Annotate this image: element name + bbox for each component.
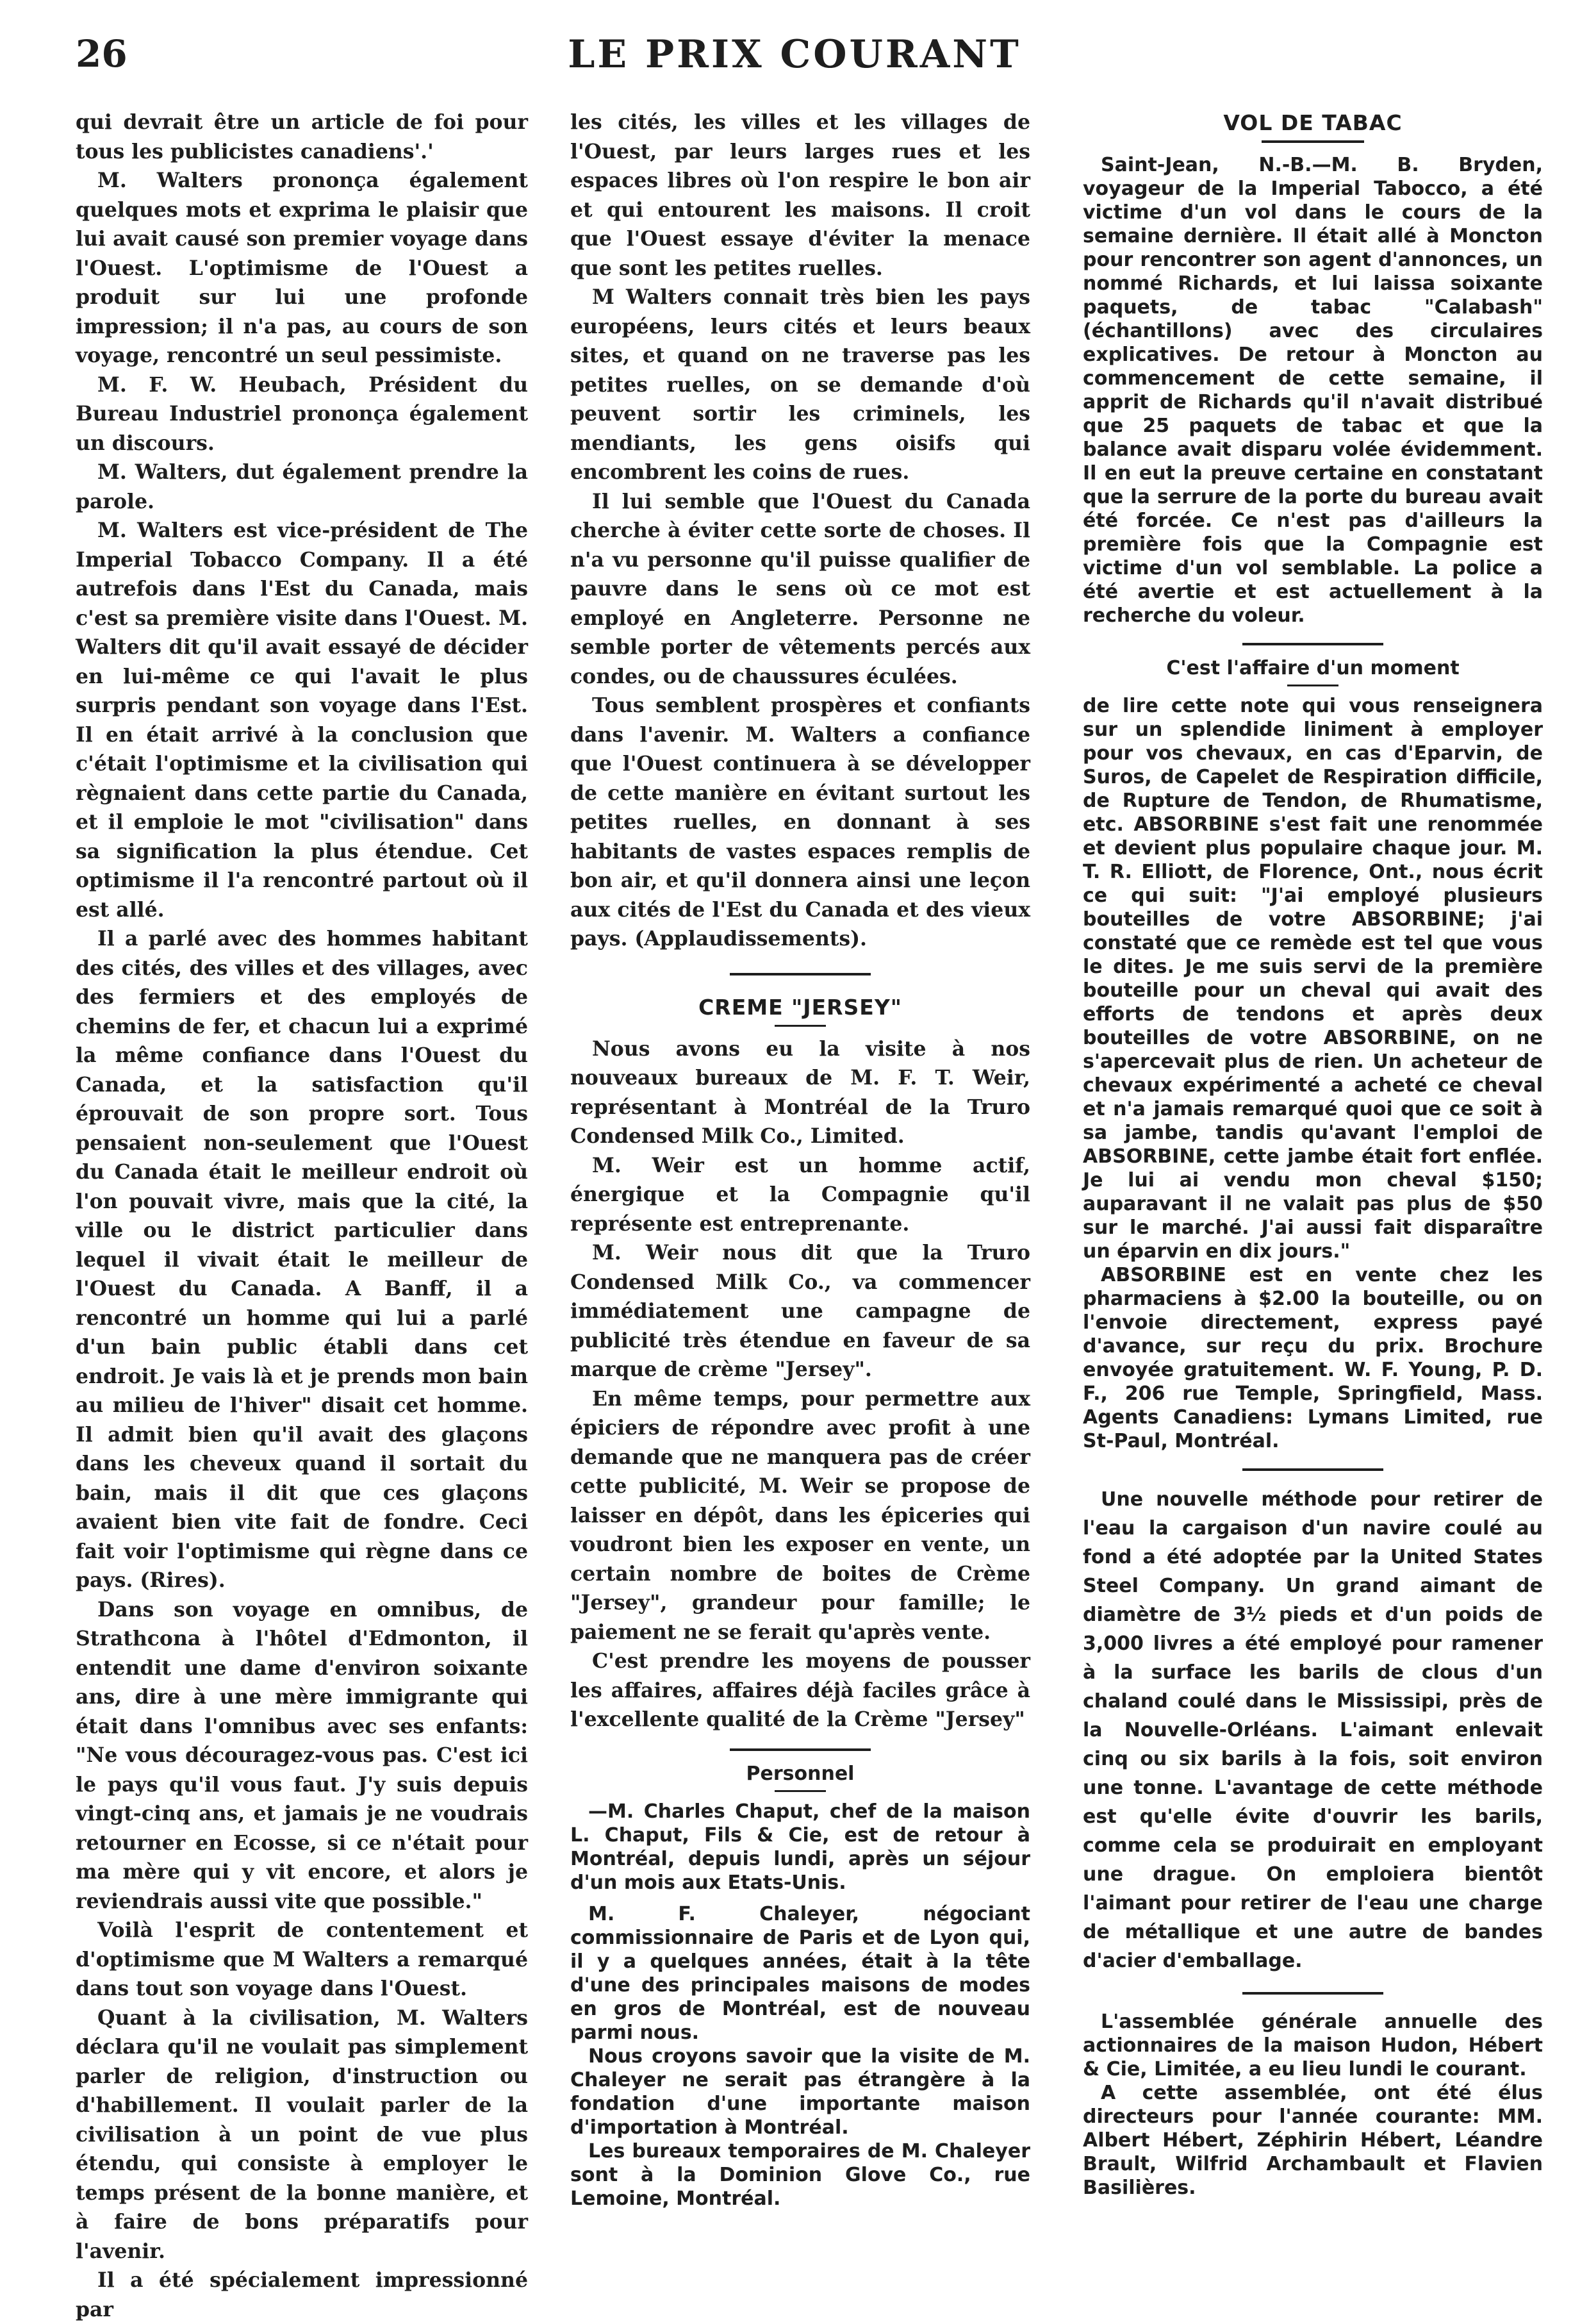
- paragraph: qui devrait être un article de foi pour tous les publicistes canadiens'.': [76, 110, 528, 163]
- paragraph: Nous avons eu la visite à nos nouveaux bureaux de M. F. T. Weir, représentant à Montréal de la Truro Condensed Milk Co., Limited.: [570, 1036, 1030, 1148]
- paragraph: M. Walters est vice-président de The Imperial Tobacco Company. Il a été autrefois dans l'Est du Canada, mais c'est sa première visite dans l'Ouest. M. Walters dit qu'il avait essayé de décider en lui-même ce qui l'avait le plus surpris pendant son voyage dans l'Est. Il en était arrivé à la conclusion que c'était l'optimisme et la civilisation qui règnaient dans cette partie du Canada, et il emploie le mot "civilisation" dans sa signification la plus étendue. Cet optimisme il l'a rencontré partout où il est allé.: [76, 519, 528, 922]
- paragraph: L'assemblée générale annuelle des actionnaires de la maison Hudon, Hébert & Cie, Limitée, a eu lieu lundi le courant.: [1083, 2011, 1543, 2080]
- column-left: [76, 108, 528, 2321]
- paragraph: A cette assemblée, ont été élus directeurs pour l'année courante: MM. Albert Hébert, Zéphirin Hébert, Léandre Brault, Wilfrid Archambault et Flavien Basilières.: [1083, 2082, 1543, 2199]
- paragraph: Les bureaux temporaires de M. Chaleyer sont à la Dominion Glove Co., rue Lemoine, Montréal.: [570, 2139, 1030, 2210]
- page-header: [0, 32, 1589, 103]
- column-right: [1083, 108, 1543, 2258]
- section-title-personnel: Personnel: [746, 1762, 855, 1785]
- paragraph: M Walters connait très bien les pays européens, leurs cités et leurs beaux sites, et quand on ne traverse pas les petites ruelles, on se demande d'où peuvent sortir les criminels, les mendiants, les gens oisifs qui encombrent les coins de rues.: [570, 285, 1030, 484]
- paragraph: Dans son voyage en omnibus, de Strathcona à l'hôtel d'Edmonton, il entendit une dame d'environ soixante ans, dire à une mère immigrante qui était dans l'omnibus avec ses enfants: "Ne vous découragez-vous pas. C'est ici le pays qu'il vous faut. J'y suis depuis vingt-cinq ans, et jamais je ne voudrais retourner en Ecosse, si ce n'était pour ma mère qui y vit encore, et alors je reviendrais aussi vite que possible.": [76, 1597, 528, 1913]
- paragraph: ABSORBINE est en vente chez les pharmaciens à $2.00 la bouteille, ou on l'envoie directement, express payé d'avance, sur reçu du prix. Brochure envoyée gratuitement. W. F. Young, P. D. F., 206 rue Temple, Springfield, Mass. Agents Canadiens: Lymans Limited, rue St-Paul, Montréal.: [1083, 1264, 1543, 1452]
- personnel-section: [570, 1763, 1030, 2211]
- paragraph: Voilà l'esprit de contentement et d'optimisme que M Walters a remarqué dans tout son voyage dans l'Ouest.: [76, 1918, 528, 2000]
- paragraph: Tous semblent prospères et confiants dans l'avenir. M. Walters a confiance que l'Ouest continuera à se développer de cette manière en évitant surtout les petites ruelles, en donnant à ses habitants de vastes espaces remplis de bon air, et qu'il donnera ainsi une leçon aux cités de l'Est du Canada et des vieux pays. (Applaudissements).: [570, 693, 1030, 950]
- paragraph: Il lui semble que l'Ouest du Canada cherche à éviter cette sorte de choses. Il n'a vu personne qu'il puisse qualifier de pauvre dans le sens où ce mot est employé en Angleterre. Personne ne semble porter de vêtements percés aux condes, ou de chaussures éculées.: [570, 489, 1030, 688]
- paragraph: Il a parlé avec des hommes habitant des cités, des villes et des villages, avec des fermiers et des employés de chemins de fer, et chacun lui a exprimé la même confiance dans l'Ouest du Canada, et la satisfaction qu'il éprouvait de son propre sort. Tous pensaient non-seulement que l'Ouest du Canada était le meilleur endroit où l'on pouvait vivre, mais que la cité, la ville ou le district particulier dans lequel il vivait était le meilleur de l'Ouest du Canada. A Banff, il a rencontré un homme qui lui a parlé d'un bain public établi dans cet endroit. Je vais là et je prends mon bain au milieu de l'hiver" disait cet homme. Il admit bien qu'il avait des glaçons dans les cheveux quand il sortait du bain, mais il dit que ces glaçons avaient bien vite fait de fondre. Ceci fait voir l'optimisme qui règne dans ce pays. (Rires).: [76, 927, 528, 1592]
- paragraph: de lire cette note qui vous renseignera sur un splendide liniment à employer pour vos chevaux, en cas d'Eparvin, de Suros, de Capelet de Respiration difficile, de Rupture de Tendon, de Rhumatisme, etc. ABSORBINE s'est fait une renommée et devient plus populaire chaque jour. M. T. R. Elliott, de Florence, Ont., nous écrit ce qui suit: "J'ai employé plusieurs bouteilles de votre ABSORBINE; j'ai constaté que ce remède est tel que vous le dites. Je me suis servi de la première bouteille pour un cheval qui avait des efforts de tendons et après deux bouteilles de votre ABSORBINE, on ne s'apercevait plus de rien. Un acheteur de chevaux expérimenté a acheté ce cheval et n'a jamais remarqué quoi que ce soit à sa jambe, tandis qu'avant l'emploi de ABSORBINE, cette jambe était fort enflée. Je lui ai vendu mon cheval $150; auparavant il ne valait pas plus de $50 sur le marché. J'ai aussi fait disparaître un éparvin en dix jours.": [1083, 695, 1543, 1263]
- paragraph: les cités, les villes et les villages de l'Ouest, par leurs larges rues et les espaces libres où l'on respire le bon air et qui entourent les maisons. Il croit que l'Ouest essaye d'éviter la menace que sont les petites ruelles.: [570, 110, 1030, 280]
- title-underline: [1287, 685, 1338, 686]
- section-divider: [730, 1748, 871, 1751]
- section-title-vol-de-tabac: VOL DE TABAC: [1223, 110, 1403, 135]
- section-divider: [1242, 643, 1383, 645]
- column-middle: [570, 108, 1030, 2258]
- paragraph: Il a été spécialement impressionné par: [76, 2268, 528, 2321]
- title-underline: [775, 1790, 826, 1792]
- paragraph: M. Walters, dut également prendre la parole.: [76, 460, 528, 513]
- paragraph: M. F. Chaleyer, négociant commissionnaire de Paris et de Lyon qui, il y a quelques années, était à la tête d'une des principales maisons de modes en gros de Montréal, est de nouveau parmi nous.: [570, 1902, 1030, 2044]
- section-title-creme-jersey: CREME "JERSEY": [698, 994, 902, 1020]
- paragraph: Quant à la civilisation, M. Walters déclara qu'il ne voulait pas simplement parler de religion, d'instruction ou d'habillement. Il voulait parler de la civilisation à un point de vue plus étendu, qui consiste à employer le temps présent de la bonne manière, et à faire de bons préparatifs pour l'avenir.: [76, 2005, 528, 2263]
- section-divider: [1242, 1992, 1383, 1995]
- section-divider: [730, 973, 871, 975]
- masthead-title: LE PRIX COURANT: [568, 32, 1021, 77]
- paragraph: Une nouvelle méthode pour retirer de l'eau la cargaison d'un navire coulé au fond a été adoptée par la United States Steel Company. Un grand aimant de diamètre de 3½ pieds et d'un poids de 3,000 livres a été employé pour ramener à la surface les barils de clous d'un chaland coulé dans le Mississipi, près de la Nouvelle-Orléans. L'aimant enlevait cinq ou six barils à la fois, soit environ une tonne. L'avantage de cette méthode est qu'elle évite d'ouvrir les barils, comme cela se produirait en employant une drague. On emploiera bientôt l'aimant pour retirer de l'eau une charge de métallique et une autre de bandes d'acier d'emballage.: [1083, 1488, 1543, 1972]
- paragraph: M. F. W. Heubach, Président du Bureau Industriel prononça également un discours.: [76, 372, 528, 455]
- spacer: [570, 1895, 1030, 1902]
- paragraph: Nous croyons savoir que la visite de M. Chaleyer ne serait pas étrangère à la fondation d'une importante maison d'importation à Montréal.: [570, 2045, 1030, 2139]
- paragraph: En même temps, pour permettre aux épiciers de répondre avec profit à une demande que ne manquera pas de créer cette publicité, M. Weir se propose de laisser en dépôt, dans les épiceries qui voudront bien les exposer en vente, un certain nombre de boites de Crème "Jersey", grandeur pour famille; le paiement ne se ferait qu'après vente.: [570, 1386, 1030, 1644]
- paragraph: M. Weir nous dit que la Truro Condensed Milk Co., va commencer immédiatement une campagne de publicité très étendue en faveur de sa marque de crème "Jersey".: [570, 1241, 1030, 1381]
- title-underline: [775, 1025, 826, 1027]
- paragraph: C'est prendre les moyens de pousser les affaires, affaires déjà faciles grâce à l'excellente qualité de la Crème "Jersey": [570, 1649, 1030, 1731]
- page-number: 26: [76, 32, 128, 76]
- paragraph: Saint-Jean, N.-B.—M. B. Bryden, voyageur de la Imperial Tabocco, a été victime d'un vol dans le cours de la semaine dernière. Il était allé à Moncton pour rencontrer son agent d'annonces, un nommé Richards, et lui laissa soixante paquets, de tabac "Calabash" (échantillons) avec des circulaires explicatives. De retour à Moncton au commencement de cette semaine, il apprit de Richards qu'il n'avait distribué que 25 paquets de tabac et que la balance avait disparu volée évidemment. Il en eut la preuve certaine en constatant que la serrure de la porte du bureau avait été forcée. Ce n'est pas d'ailleurs la première fois que la Compagnie est victime d'un vol semblable. La police a été avertie et est actuellement à la recherche du voleur.: [1083, 154, 1543, 627]
- paragraph: M. Walters prononça également quelques mots et exprima le plaisir que lui avait causé son premier voyage dans l'Ouest. L'optimisme de l'Ouest a produit sur lui une profonde impression; il n'a pas, au cours de son voyage, rencontré un seul pessimiste.: [76, 169, 528, 367]
- section-title-affaire: C'est l'affaire d'un moment: [1166, 657, 1460, 679]
- section-divider: [1242, 1468, 1383, 1471]
- paragraph: —M. Charles Chaput, chef de la maison L. Chaput, Fils & Cie, est de retour à Montréal, depuis lundi, après un séjour d'un mois aux Etats-Unis.: [570, 1800, 1030, 1894]
- title-underline: [1262, 140, 1364, 143]
- paragraph: M. Weir est un homme actif, énergique et la Compagnie qu'il représente est entreprenante.: [570, 1153, 1030, 1236]
